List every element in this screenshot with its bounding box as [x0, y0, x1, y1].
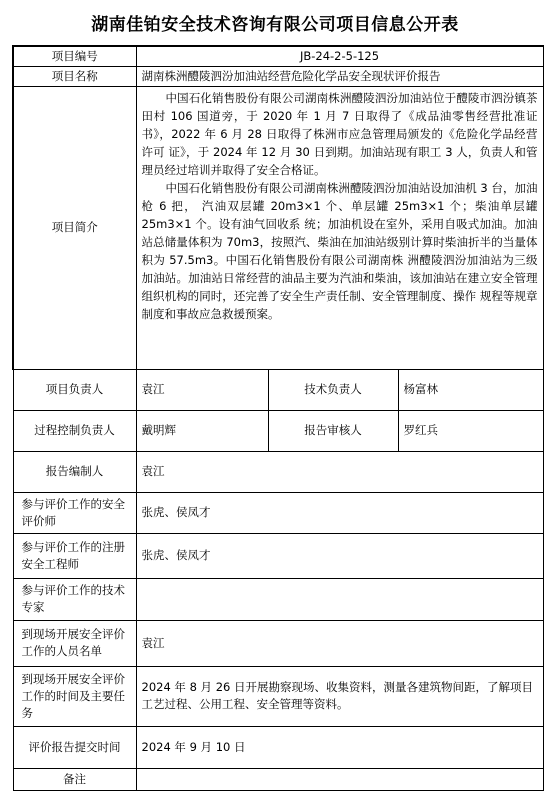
- safety-evaluators-value: 张虎、侯凤才: [136, 492, 543, 533]
- project-intro-content: [136, 86, 543, 369]
- row-remarks: [13, 768, 543, 790]
- tech-leader-label: 技术负责人: [268, 369, 398, 410]
- remarks-label: 备注: [13, 768, 136, 790]
- project-leader-value: 袁江: [136, 369, 268, 410]
- row-safety-engineers: [13, 533, 543, 578]
- project-name-label: 项目名称: [13, 66, 136, 86]
- project-number-label: 项目编号: [13, 46, 136, 66]
- onsite-staff-value: 袁江: [136, 620, 543, 666]
- row-project-intro: [13, 86, 543, 369]
- process-control-value: 戴明辉: [136, 410, 268, 451]
- intro-paragraph-1: 中国石化销售股份有限公司湖南株洲醴陵泗汾加油站位于醴陵市泗汾镇茶田村 106 国道旁，于 2020 年 1 月 7 日取得了《成品油零售经营批准证书》，2022 年 6 月 28 日取得了株洲市应急管理局颁发的《危险化学品经营许可 证》，于 2024 年 12 月 30 日到期。加油站现有职工 3 人，负责人和管理员经过培训并取得了安全合格证。: [141, 90, 538, 177]
- report-author-value: 袁江: [136, 451, 543, 492]
- project-intro-label: 项目简介: [13, 86, 136, 369]
- tech-leader-value: 杨富林: [398, 369, 543, 410]
- safety-evaluators-label: 参与评价工作的安全评价师: [13, 492, 136, 533]
- row-process-control: [13, 410, 543, 451]
- intro-paragraph-2: 中国石化销售股份有限公司湖南株洲醴陵泗汾加油站设加油机 3 台，加油枪 6 把， 汽油双层罐 20m3×1 个、单层罐 25m3×1 个；柴油单层罐 25m3×1 个。设有油气回收系 统；加油机设在室外，采用自吸式加油。加油站总储量体积为 70m3，按照汽、柴油在加油站级别计算时柴油折半的当量体积为 57.5m3。中国石化销售股份有限公司湖南株 洲醴陵泗汾加油站为三级加油站。加油站日常经营的油品主要为汽油和柴油，该加油站在建立安全管理组织机构的同时，还完善了安全生产责任制、安全管理制度、操作 规程等规章制度和事故应急救援预案。: [141, 180, 538, 321]
- remarks-value: [136, 768, 543, 790]
- page-title: 湖南佳铂安全技术咨询有限公司项目信息公开表: [91, 15, 459, 35]
- row-project-name: [13, 66, 543, 86]
- report-submit-date-value: 2024 年 9 月 10 日: [136, 726, 543, 768]
- process-control-label: 过程控制负责人: [13, 410, 136, 451]
- project-leader-label: 项目负责人: [13, 369, 136, 410]
- technical-experts-value: [136, 578, 543, 620]
- row-technical-experts: [13, 578, 543, 620]
- report-reviewer-label: 报告审核人: [268, 410, 398, 451]
- row-safety-evaluators: [13, 492, 543, 533]
- report-reviewer-value: 罗红兵: [398, 410, 543, 451]
- safety-engineers-value: 张虎、侯凤才: [136, 533, 543, 578]
- onsite-time-tasks-value: 2024 年 8 月 26 日开展勘察现场、收集资料，测量各建筑物间距，了解项目工艺过程、公用工程、安全管理等资料。: [136, 666, 543, 726]
- safety-engineers-label: 参与评价工作的注册安全工程师: [13, 533, 136, 578]
- onsite-staff-label: 到现场开展安全评价工作的人员名单: [13, 620, 136, 666]
- technical-experts-label: 参与评价工作的技术专家: [13, 578, 136, 620]
- row-report-author: [13, 451, 543, 492]
- project-name-value: [136, 66, 543, 86]
- row-project-leader: [13, 369, 543, 410]
- row-project-number: [13, 46, 543, 66]
- row-onsite-staff: [13, 620, 543, 666]
- row-onsite-time-tasks: [13, 666, 543, 726]
- project-number-value: JB-24-2-5-125: [136, 46, 543, 66]
- onsite-time-tasks-label: 到现场开展安全评价工作的时间及主要任务: [13, 666, 136, 726]
- row-report-submit-date: [13, 726, 543, 768]
- report-submit-date-label: 评价报告提交时间: [13, 726, 136, 768]
- report-author-label: 报告编制人: [13, 451, 136, 492]
- project-name-text: 湖南株洲醴陵泗汾加油站经营危险化学品安全现状评价报告: [141, 68, 441, 83]
- project-info-table: [12, 45, 544, 791]
